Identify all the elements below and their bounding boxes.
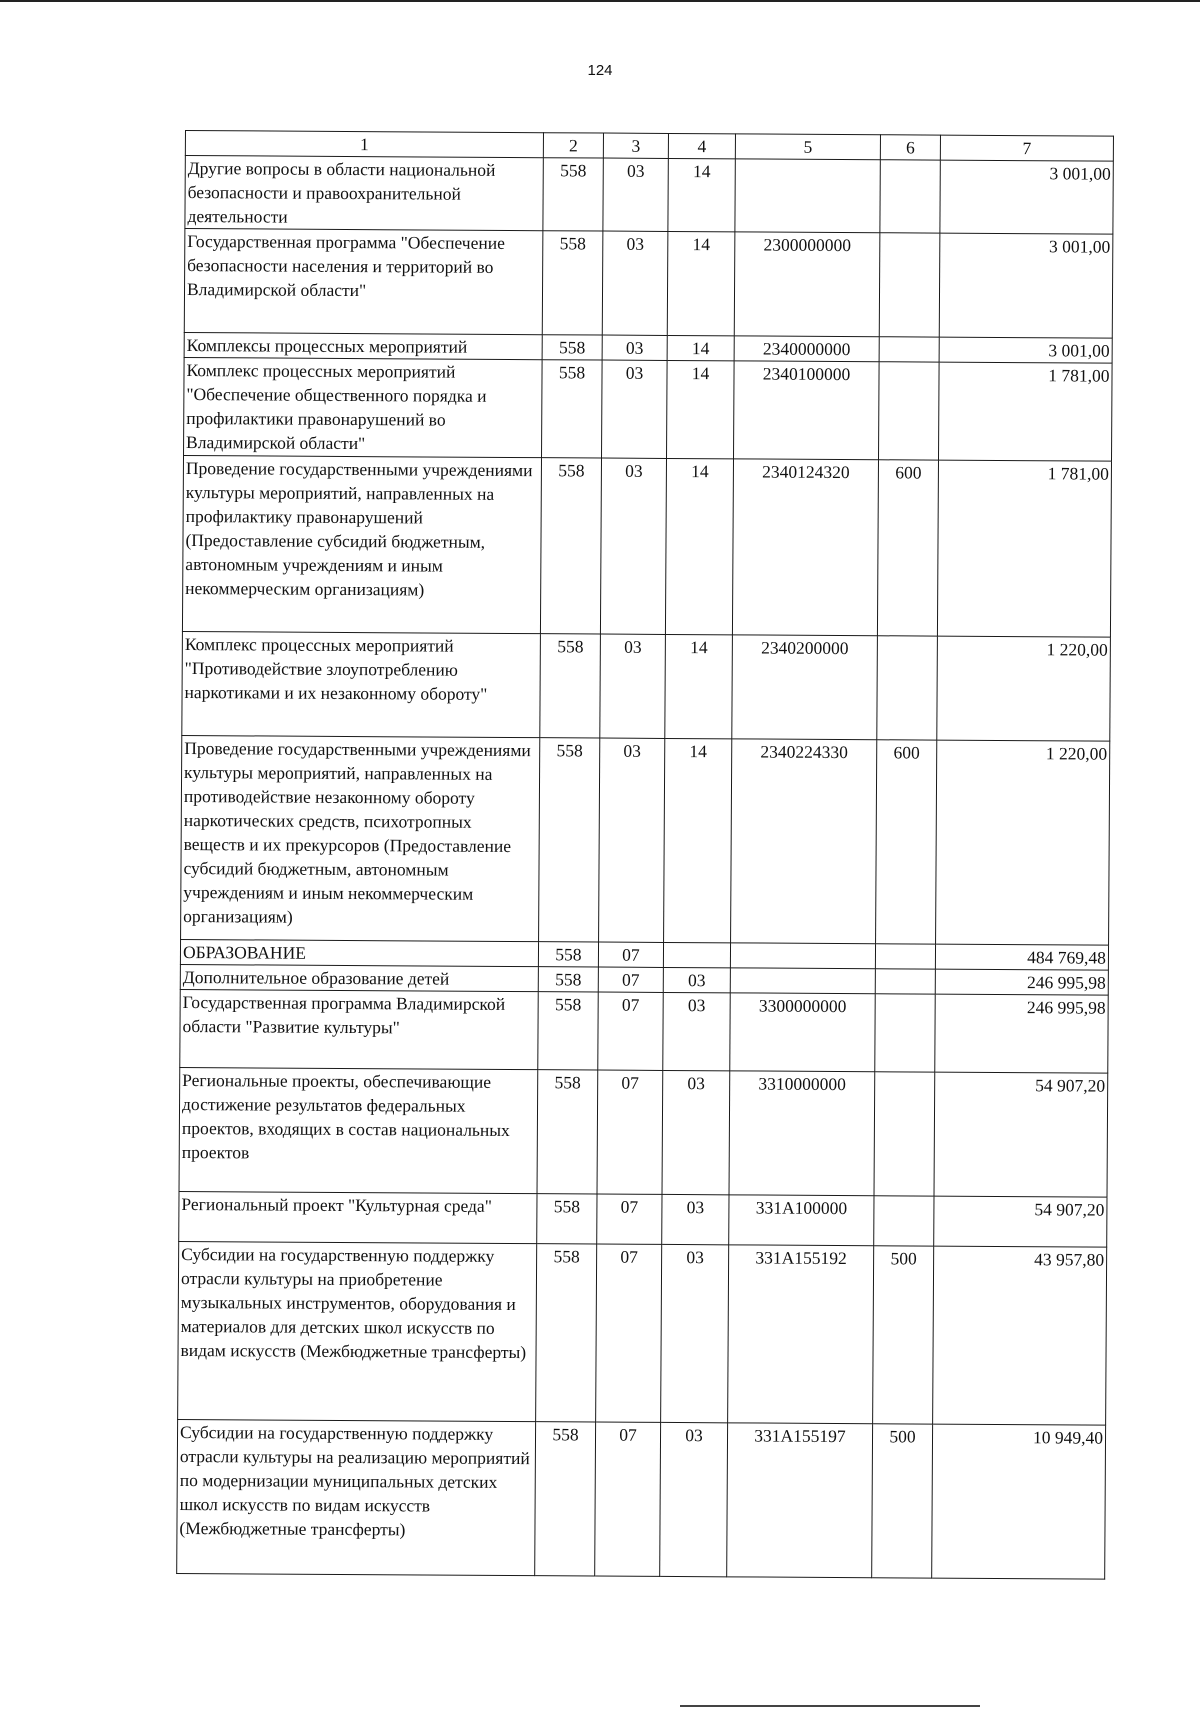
row-section-code: 03 (602, 360, 668, 458)
budget-table (176, 130, 1114, 1580)
scan-edge-mark (680, 1705, 980, 1707)
row-name: Государственная программа Владимирской области "Развитие культуры" (180, 989, 538, 1069)
row-ministry-code: 558 (543, 158, 603, 231)
row-amount: 3 001,00 (939, 337, 1112, 363)
row-target-article: 331A155197 (727, 1423, 873, 1578)
row-amount: 3 001,00 (939, 233, 1113, 338)
row-name: Субсидии на государственную поддержку отрасли культуры на реализацию мероприятий по модернизации муниципальных детских школ искусств по видам искусств (Межбюджетные трансферты) (177, 1419, 536, 1575)
row-section-code: 03 (603, 158, 668, 231)
row-target-article (730, 943, 875, 969)
column-header-2: 2 (543, 133, 603, 158)
row-section-code: 07 (596, 1244, 662, 1422)
row-subsection-code: 14 (668, 158, 735, 231)
row-ministry-code: 558 (542, 360, 603, 458)
row-expense-type: 600 (876, 740, 937, 944)
row-section-code: 07 (598, 967, 663, 992)
row-ministry-code: 558 (542, 231, 603, 335)
column-header-3: 3 (603, 133, 668, 158)
row-subsection-code: 14 (667, 231, 735, 335)
row-expense-type (878, 362, 939, 460)
row-expense-type (874, 1072, 935, 1196)
row-target-article (735, 159, 880, 233)
row-name: Комплекс процессных мероприятий "Обеспечение общественного порядка и профилактики правонарушений во Владимирской области" (184, 357, 543, 457)
row-subsection-code (663, 942, 730, 967)
page-number: 124 (587, 62, 613, 79)
row-amount: 1 220,00 (936, 740, 1110, 945)
row-ministry-code: 558 (538, 942, 598, 967)
row-name: Субсидии на государственную поддержку отрасли культуры на приобретение музыкальных инструментов, оборудования и материалов для детских школ искусств по видам искусств (Межбюджетные трансферты) (178, 1241, 537, 1421)
row-subsection-code: 03 (661, 1244, 729, 1422)
row-amount: 3 001,00 (940, 160, 1113, 234)
row-name: ОБРАЗОВАНИЕ (180, 939, 538, 966)
row-section-code: 07 (597, 1070, 663, 1194)
row-target-article: 331A100000 (729, 1195, 874, 1246)
table-row (184, 357, 1113, 461)
row-ministry-code: 558 (539, 738, 600, 942)
row-ministry-code: 558 (537, 1194, 597, 1244)
page-top-edge (0, 0, 1200, 2)
row-expense-type: 600 (877, 460, 938, 636)
row-amount: 43 957,80 (933, 1246, 1107, 1425)
row-subsection-code: 14 (665, 634, 733, 738)
table-row (181, 735, 1110, 945)
table-row (179, 1191, 1107, 1247)
row-target-article: 3300000000 (730, 993, 875, 1072)
row-expense-type: 500 (872, 1424, 933, 1578)
row-section-code: 07 (595, 1422, 661, 1576)
table-row (180, 989, 1108, 1073)
row-expense-type (875, 994, 935, 1072)
table-row (184, 229, 1113, 339)
row-name: Государственная программа "Обеспечение безопасности населения и территорий во Владимирской области" (184, 229, 543, 335)
row-ministry-code: 558 (542, 335, 602, 360)
row-ministry-code: 558 (538, 967, 598, 992)
row-section-code: 07 (597, 1194, 662, 1244)
row-ministry-code: 558 (538, 992, 598, 1070)
row-target-article: 2340124320 (732, 459, 878, 636)
row-section-code: 07 (598, 942, 663, 967)
row-ministry-code: 558 (540, 634, 601, 738)
row-expense-type (875, 944, 935, 969)
table-row (179, 1067, 1108, 1197)
row-name: Другие вопросы в области национальной безопасности и правоохранительной деятельности (185, 156, 543, 231)
row-name: Региональный проект "Культурная среда" (179, 1191, 537, 1243)
table-row (185, 156, 1113, 235)
row-ministry-code: 558 (540, 458, 601, 634)
row-subsection-code: 03 (663, 992, 730, 1070)
row-expense-type (875, 969, 935, 994)
row-target-article: 2340100000 (734, 361, 880, 460)
row-subsection-code: 14 (664, 738, 732, 942)
row-name: Проведение государственными учреждениями культуры мероприятий, направленных на профилактику правонарушений (Предоставление субсидий бюджетным, автономным учреждениям и иным некоммерческим организациям) (182, 455, 541, 633)
row-subsection-code: 14 (667, 335, 734, 360)
table-row (178, 1241, 1107, 1425)
row-section-code: 03 (600, 634, 666, 738)
row-target-article: 2340224330 (731, 739, 877, 944)
row-subsection-code: 14 (665, 458, 733, 634)
row-amount: 1 781,00 (938, 362, 1112, 461)
table-row (182, 631, 1111, 741)
row-section-code: 03 (602, 335, 667, 360)
column-header-6: 6 (880, 135, 940, 160)
row-name: Дополнительное образование детей (180, 964, 538, 991)
row-name: Комплекс процессных мероприятий "Противодействие злоупотреблению наркотиками и их незаконному обороту" (182, 631, 541, 737)
column-header-5: 5 (735, 134, 880, 160)
row-ministry-code: 558 (536, 1244, 597, 1422)
table-row (177, 1419, 1106, 1579)
column-header-1: 1 (185, 131, 543, 158)
row-subsection-code: 14 (667, 360, 735, 458)
row-target-article: 2340000000 (734, 336, 879, 362)
row-target-article: 3310000000 (729, 1071, 875, 1196)
row-target-article: 2300000000 (734, 232, 880, 337)
row-target-article: 2340200000 (732, 635, 878, 740)
row-target-article (730, 968, 875, 994)
row-amount: 1 220,00 (937, 636, 1111, 741)
row-section-code: 03 (599, 738, 665, 942)
row-section-code: 03 (602, 231, 668, 335)
row-subsection-code: 03 (662, 1070, 730, 1194)
row-expense-type (879, 337, 939, 362)
row-subsection-code: 03 (662, 1194, 729, 1244)
row-expense-type (880, 160, 940, 233)
row-amount: 10 949,40 (932, 1424, 1106, 1579)
column-header-7: 7 (940, 135, 1113, 161)
row-name: Проведение государственными учреждениями культуры мероприятий, направленных на противодействие незаконному обороту наркотических средств, психотропных веществ и их прекурсоров (Предоставление субсидий бюджетным, автономным учреждениям и иным некоммерческим организациям) (181, 735, 540, 941)
row-ministry-code: 558 (537, 1070, 598, 1194)
row-name: Комплексы процессных мероприятий (184, 332, 542, 359)
row-name: Региональные проекты, обеспечивающие достижение результатов федеральных проектов, входящих в состав национальных проектов (179, 1067, 538, 1193)
column-header-4: 4 (668, 133, 735, 158)
row-amount: 246 995,98 (935, 994, 1108, 1073)
row-subsection-code: 03 (663, 967, 730, 992)
row-section-code: 07 (598, 992, 663, 1070)
row-amount: 54 907,20 (934, 1196, 1107, 1247)
row-ministry-code: 558 (535, 1422, 596, 1576)
table-row (182, 455, 1111, 637)
row-expense-type (874, 1196, 934, 1246)
row-amount: 484 769,48 (935, 944, 1108, 970)
row-subsection-code: 03 (660, 1422, 728, 1576)
row-expense-type: 500 (873, 1246, 934, 1424)
row-amount: 1 781,00 (937, 460, 1111, 637)
row-expense-type (877, 636, 938, 740)
row-section-code: 03 (600, 458, 666, 634)
row-amount: 54 907,20 (934, 1072, 1108, 1197)
row-amount: 246 995,98 (935, 969, 1108, 995)
row-expense-type (879, 233, 940, 337)
row-target-article: 331A155192 (728, 1245, 874, 1424)
